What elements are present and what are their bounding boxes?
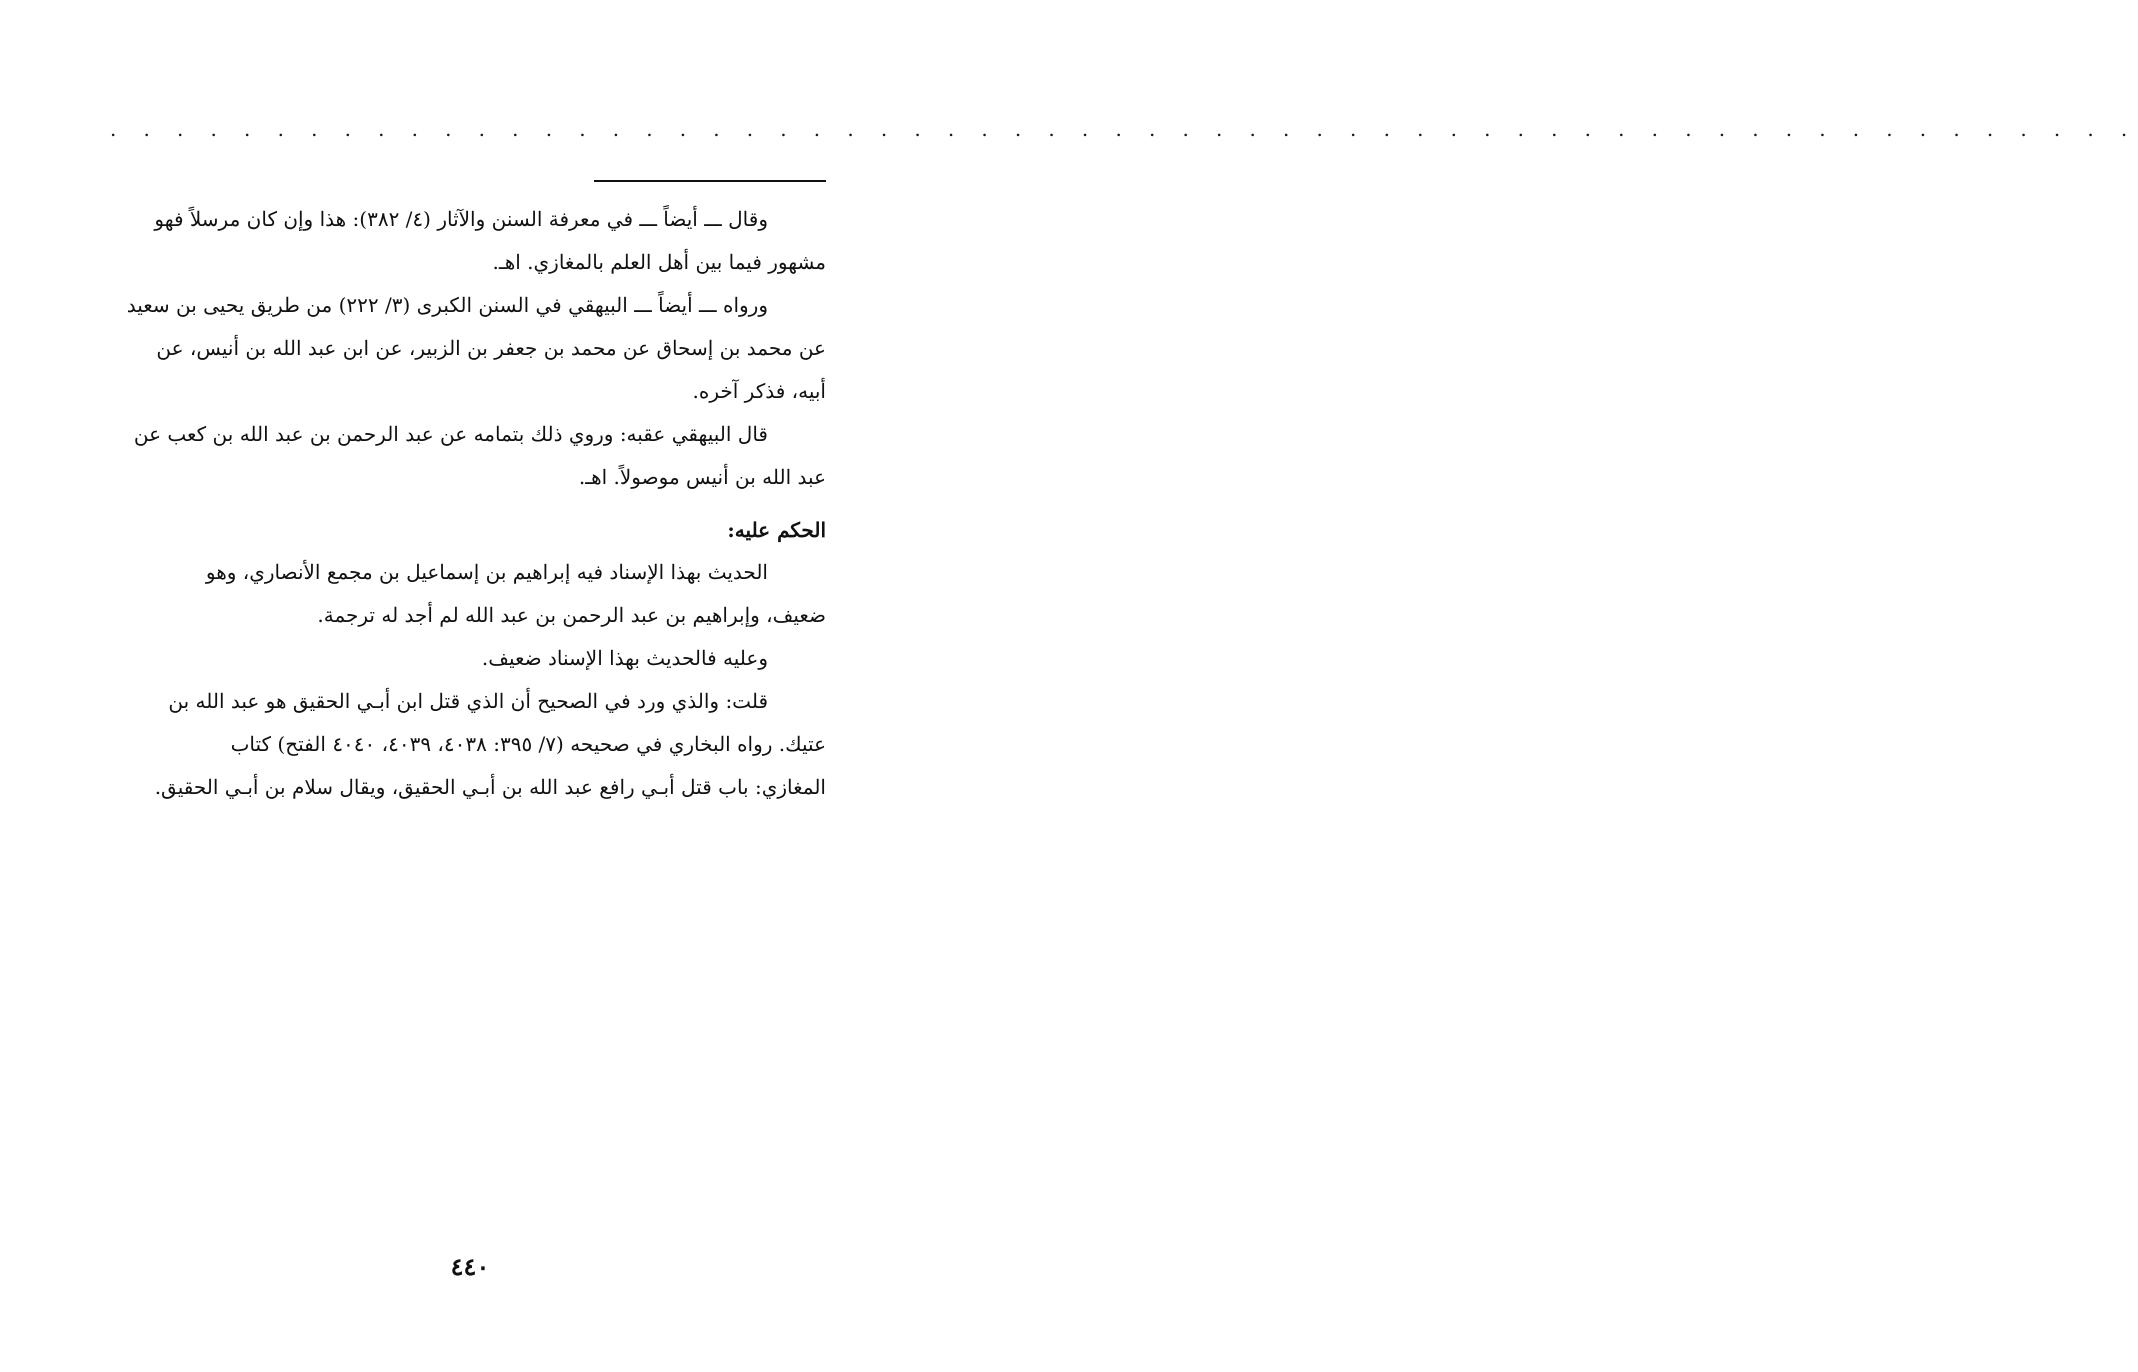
- paragraph-2-line-1: ورواه ـــ أيضاً ـــ البيهقي في السنن الكبرى (٣/ ٢٢٢) من طريق يحيى بن سعيد: [126, 293, 768, 317]
- page-number: ٤٤٠: [450, 1252, 490, 1281]
- separator-dots: . . . . . . . . . . . . . . . . . . . . . . . . . . . . . . . . . . . . . . . . . . . . . . . . . . . . . . . . . . . . .: [110, 117, 2138, 141]
- paragraph-3-line-1: قال البيهقي عقبه: وروي ذلك بتمامه عن عبد الرحمن بن عبد الله بن كعب عن: [133, 422, 768, 446]
- page-body: [100, 198, 826, 809]
- ruling-paragraph-3-line-1: قلت: والذي ورد في الصحيح أن الذي قتل ابن أبـي الحقيق هو عبد الله بن: [168, 689, 768, 713]
- ruling-paragraph-1-line-2: ضعيف، وإبراهيم بن عبد الرحمن بن عبد الله لم أجد له ترجمة.: [317, 603, 826, 627]
- paragraph-1-line-1: وقال ـــ أيضاً ـــ في معرفة السنن والآثار (٤/ ٣٨٢): هذا وإن كان مرسلاً فهو: [154, 207, 768, 231]
- paragraph-1-line-2: مشهور فيما بين أهل العلم بالمغازي. اهـ.: [492, 250, 826, 274]
- ruling-paragraph-1-line-1: الحديث بهذا الإسناد فيه إبراهيم بن إسماعيل بن مجمع الأنصاري، وهو: [205, 560, 768, 584]
- ruling-paragraph-3-line-2: عتيك. رواه البخاري في صحيحه (٧/ ٣٩٥: ٤٠٣٨، ٤٠٣٩، ٤٠٤٠ الفتح) كتاب: [230, 732, 826, 756]
- paragraph-2-line-2: عن محمد بن إسحاق عن محمد بن جعفر بن الزبير، عن ابن عبد الله بن أنيس، عن: [156, 336, 826, 360]
- footnote-rule: [594, 180, 826, 182]
- ruling-paragraph-2-line-1: وعليه فالحديث بهذا الإسناد ضعيف.: [481, 646, 768, 670]
- ruling-heading: الحكم عليه:: [727, 518, 826, 542]
- paragraph-2-line-3: أبيه، فذكر آخره.: [692, 379, 826, 403]
- ruling-paragraph-3-line-3: المغازي: باب قتل أبـي رافع عبد الله بن أبـي الحقيق، ويقال سلام بن أبـي الحقيق.: [154, 775, 826, 799]
- paragraph-3-line-2: عبد الله بن أنيس موصولاً. اهـ.: [578, 465, 826, 489]
